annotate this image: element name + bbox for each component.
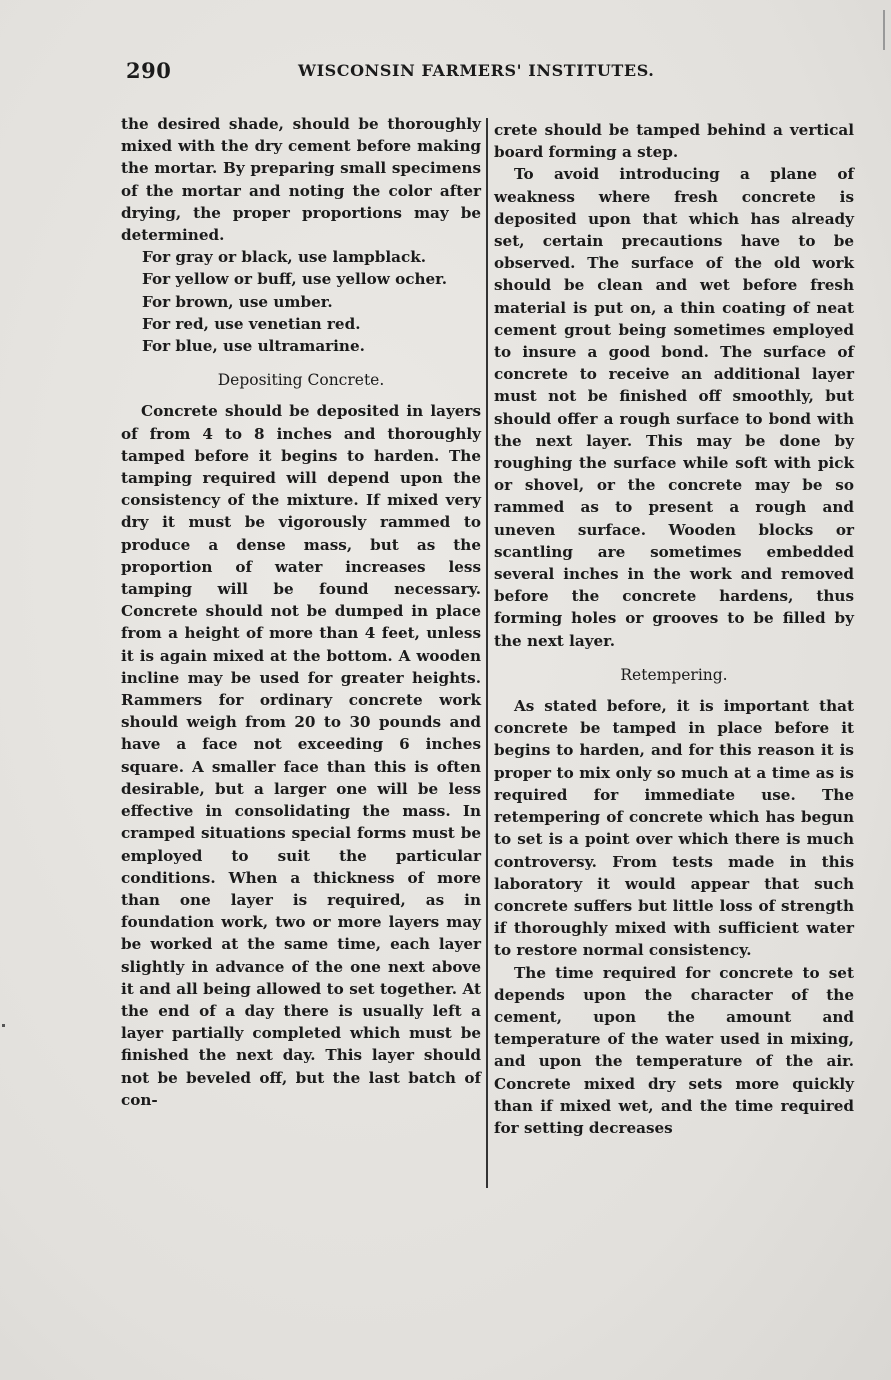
section-heading-depositing: Depositing Concrete. bbox=[217, 371, 385, 390]
page-number: 290 bbox=[126, 58, 172, 83]
intro-paragraph: the desired shade, should be thoroughly mixed with the dry cement before making the mortar. By preparing small specimens of the mortar and noting the color after drying, the proper proportions may be determined. bbox=[121, 115, 481, 245]
left-column bbox=[121, 113, 481, 1111]
color-list-item: For red, use venetian red. bbox=[142, 314, 361, 333]
scan-speck bbox=[2, 1024, 5, 1027]
color-list-item: For blue, use ultramarine. bbox=[142, 337, 365, 356]
color-list-item: For brown, use umber. bbox=[142, 292, 333, 311]
page-header bbox=[126, 58, 686, 88]
column-divider bbox=[486, 118, 488, 1188]
depositing-paragraph: Concrete should be deposited in layers of from 4 to 8 inches and thoroughly tamped before it begins to harden. The tamping required will depend upon the consistency of the mixture. If mixed very dry it must be vigorously rammed to produce a dense mass, but as the proportion of water increases less tamping will be found necessary. Concrete should not be dumped in place from a height of more than 4 feet, unless it is again mixed at the bottom. A wooden incline may be used for greater heights. Rammers for ordinary concrete work should weigh from 20 to 30 pounds and have a face not exceeding 6 inches square. A smaller face than this is often desirable, but a larger one will be less effective in consolidating the mass. In cramped situations special forms must be employed to suit the particular conditions. When a thickness of more than one layer is required, as in foundation work, two or more layers may be worked at the same time, each layer slightly in advance of the one next above it and all being allowed to set together. At the end of a day there is usually left a layer partially completed which must be finished the next day. This layer should not be beveled off, but the last batch of con- bbox=[121, 402, 481, 1109]
right-column bbox=[494, 119, 854, 1139]
running-title: WISCONSIN FARMERS' INSTITUTES. bbox=[298, 61, 655, 80]
section-heading-retempering: Retempering. bbox=[620, 665, 728, 684]
color-list-item: For yellow or buff, use yellow ocher. bbox=[142, 270, 448, 289]
retempering-paragraph: As stated before, it is important that concrete be tamped in place before it begins to harden, and for this reason it is proper to mix only so much at a time as is required for immediate use. The retempering of concrete which has begun to set is a point over which there is much controversy. From tests made in this laboratory it would appear that such concrete suffers but little loss of strength if thoroughly mixed with sufficient water to restore normal consistency. bbox=[494, 697, 854, 960]
scan-edge-mark bbox=[883, 10, 885, 50]
setting-paragraph: The time required for concrete to set depends upon the character of the cement, upon the amount and temperature of the water used in mixing, and upon the temperature of the air. Concrete mixed dry sets more quickly than if mixed wet, and the time required for setting decreases bbox=[494, 963, 854, 1137]
continuation-paragraph: crete should be tamped behind a vertical board forming a step. bbox=[494, 121, 854, 162]
color-list-item: For gray or black, use lampblack. bbox=[142, 248, 427, 267]
weakness-paragraph: To avoid introducing a plane of weakness where fresh concrete is deposited upon that which has already set, certain precautions have to be observed. The surface of the old work should be clean and wet before fresh material is put on, a thin coating of neat cement grout being sometimes employed to insure a good bond. The surface of concrete to receive an additional layer must not be finished off smoothly, but should offer a rough surface to bond with the next layer. This may be done by roughing the surface while soft with pick or shovel, or the concrete may be so rammed as to present a rough and uneven surface. Wooden blocks or scantling are sometimes embedded several inches in the work and removed before the concrete hardens, thus forming holes or grooves to be filled by the next layer. bbox=[494, 165, 854, 650]
